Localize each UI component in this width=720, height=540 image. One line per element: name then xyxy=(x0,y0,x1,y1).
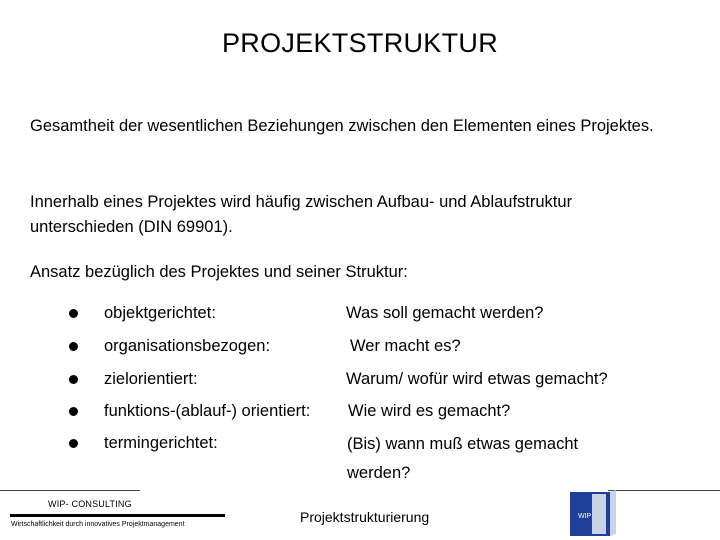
bullet-label: objektgerichtet: xyxy=(104,304,216,322)
bullet-label: termingerichtet: xyxy=(104,434,218,452)
bullet-question: Wie wird es gemacht? xyxy=(348,402,511,420)
bullet-item xyxy=(0,398,720,424)
bullet-dot-icon xyxy=(69,309,78,318)
footer-tagline: Wirtschaftlichkeit durch innovatives Projektmanagement xyxy=(11,521,185,528)
bullet-label: zielorientiert: xyxy=(104,370,198,388)
footer-divider-right xyxy=(608,490,720,491)
footer-title: Projektstrukturierung xyxy=(300,509,430,525)
logo-cube-panel xyxy=(592,494,606,534)
footer-divider-left xyxy=(0,490,140,491)
bullet-item xyxy=(0,333,720,359)
paragraph-definition: Gesamtheit der wesentlichen Beziehungen zwischen den Elementen eines Projektes. xyxy=(30,117,654,135)
footer-brand: WIP- CONSULTING xyxy=(48,499,132,509)
paragraph-distinction: Innerhalb eines Projektes wird häufig zwischen Aufbau- und Ablaufstruktur unterschieden (DIN 69901). xyxy=(30,193,573,236)
slide-title: PROJEKTSTRUKTUR xyxy=(221,28,499,58)
bullet-label: funktions-(ablauf-) orientiert: xyxy=(104,402,311,420)
logo-text: WIP xyxy=(578,513,592,520)
bullet-question: Was soll gemacht werden? xyxy=(346,304,544,322)
bullet-dot-icon xyxy=(69,375,78,384)
logo-cube-side xyxy=(610,490,616,536)
bullet-item xyxy=(0,430,720,482)
paragraph-approach: Ansatz bezüglich des Projektes und seiner Struktur: xyxy=(30,263,408,281)
bullet-item xyxy=(0,300,720,326)
bullet-question: Wer macht es? xyxy=(350,337,461,355)
bullet-dot-icon xyxy=(69,342,78,351)
bullet-question: (Bis) wann muß etwas gemacht werden? xyxy=(347,435,579,482)
bullet-question: Warum/ wofür wird etwas gemacht? xyxy=(346,370,608,388)
bullet-dot-icon xyxy=(69,407,78,416)
bullet-label: organisationsbezogen: xyxy=(104,337,271,355)
bullet-item xyxy=(0,366,720,392)
bullet-dot-icon xyxy=(69,439,78,448)
footer-underline xyxy=(10,514,225,517)
wip-logo-icon xyxy=(568,490,618,538)
